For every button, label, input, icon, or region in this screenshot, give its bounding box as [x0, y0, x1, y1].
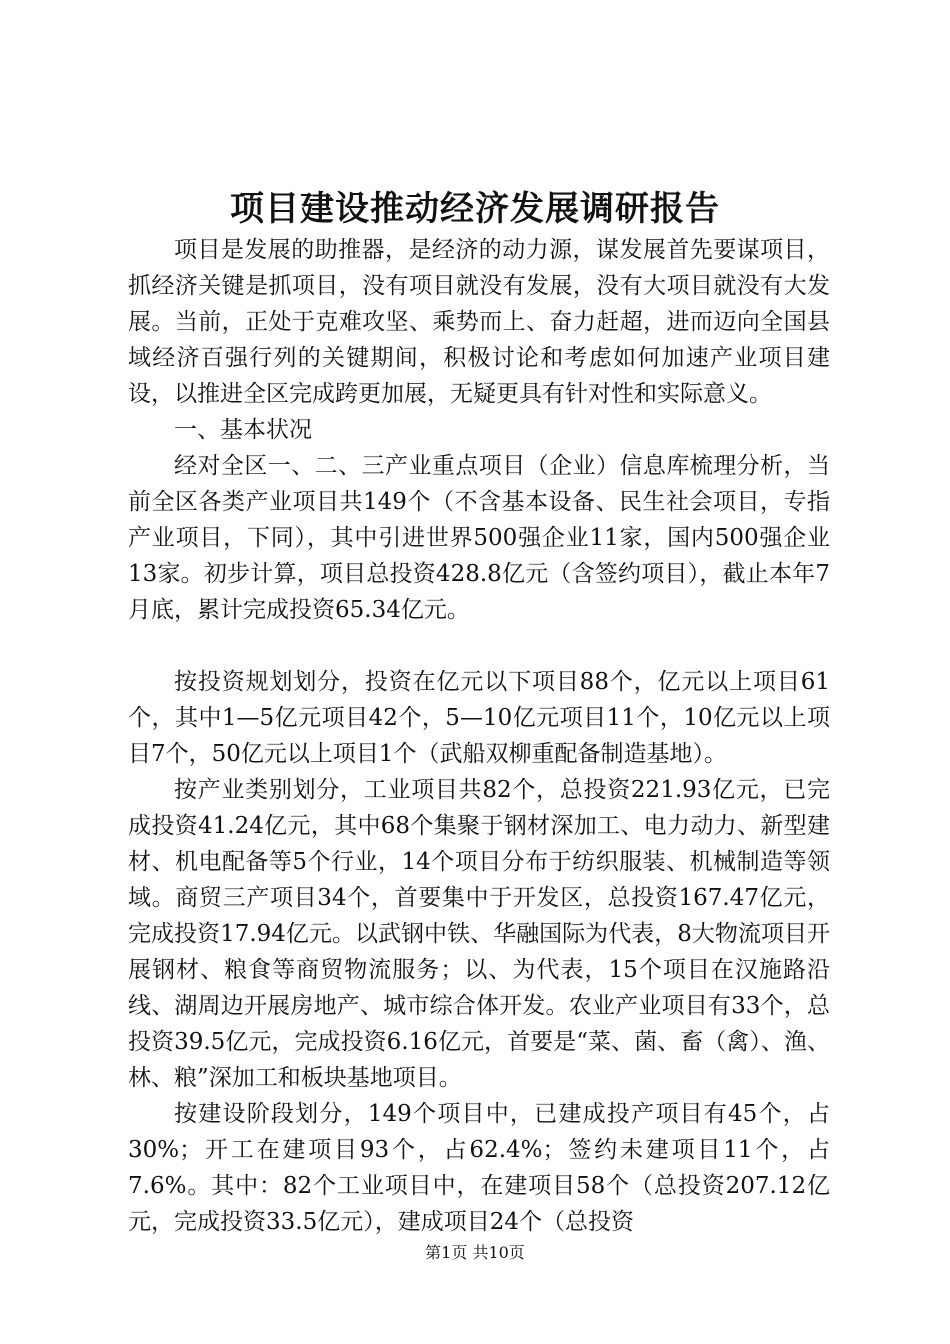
body-paragraph: 按建设阶段划分，149个项目中，已建成投产项目有45个，占30%；开工在建项目93个，占62.4%；签约未建项目11个，占7.6%。其中：82个工业项目中，在建项目58个（总投资207.12亿元，完成投资33.5亿元），建成项目24个（总投资 [128, 1101, 830, 1235]
document-body [128, 232, 830, 1240]
body-paragraph: 按产业类别划分，工业项目共82个，总投资221.93亿元，已完成投资41.24亿元，其中68个集聚于钢材深加工、电力动力、新型建材、机电配备等5个行业，14个项目分布于纺织服装、机械制造等领域。商贸三产项目34个，首要集中于开发区，总投资167.47亿元，完成投资17.94亿元。以武钢中铁、华融国际为代表，8大物流项目开展钢材、粮食等商贸物流服务；以、为代表，15个项目在汉施路沿线、湖周边开展房地产、城市综合体开发。农业产业项目有33个，总投资39.5亿元，完成投资6.16亿元，首要是“菜、菌、畜（禽）、渔、林、粮”深加工和板块基地项目。 [128, 777, 830, 1091]
body-paragraph: 经对全区一、二、三产业重点项目（企业）信息库梳理分析，当前全区各类产业项目共149个（不含基本设备、民生社会项目，专指产业项目，下同），其中引进世界500强企业11家，国内500强企业13家。初步计算，项目总投资428.8亿元（含签约项目），截止本年7月底，累计完成投资65.34亿元。 [128, 453, 830, 623]
section-heading: 一、基本状况 [174, 417, 312, 443]
intro-paragraph: 项目是发展的助推器，是经济的动力源，谋发展首先要谋项目，抓经济关键是抓项目，没有项目就没有发展，没有大项目就没有大发展。当前，正处于克难攻坚、乘势而上、奋力赶超，进而迈向全国县域经济百强行列的关键期间，积极讨论和考虑如何加速产业项目建设，以推进全区完成跨更加展，无疑更具有针对性和实际意义。 [128, 237, 830, 407]
document-title: 项目建设推动经济发展调研报告 [230, 189, 720, 229]
body-paragraph: 按投资规划划分，投资在亿元以下项目88个，亿元以上项目61个，其中1—5亿元项目42个，5—10亿元项目11个，10亿元以上项目7个，50亿元以上项目1个（武船双柳重配备制造基地）。 [128, 669, 830, 767]
page-footer: 第1页 共10页 [425, 1243, 525, 1262]
